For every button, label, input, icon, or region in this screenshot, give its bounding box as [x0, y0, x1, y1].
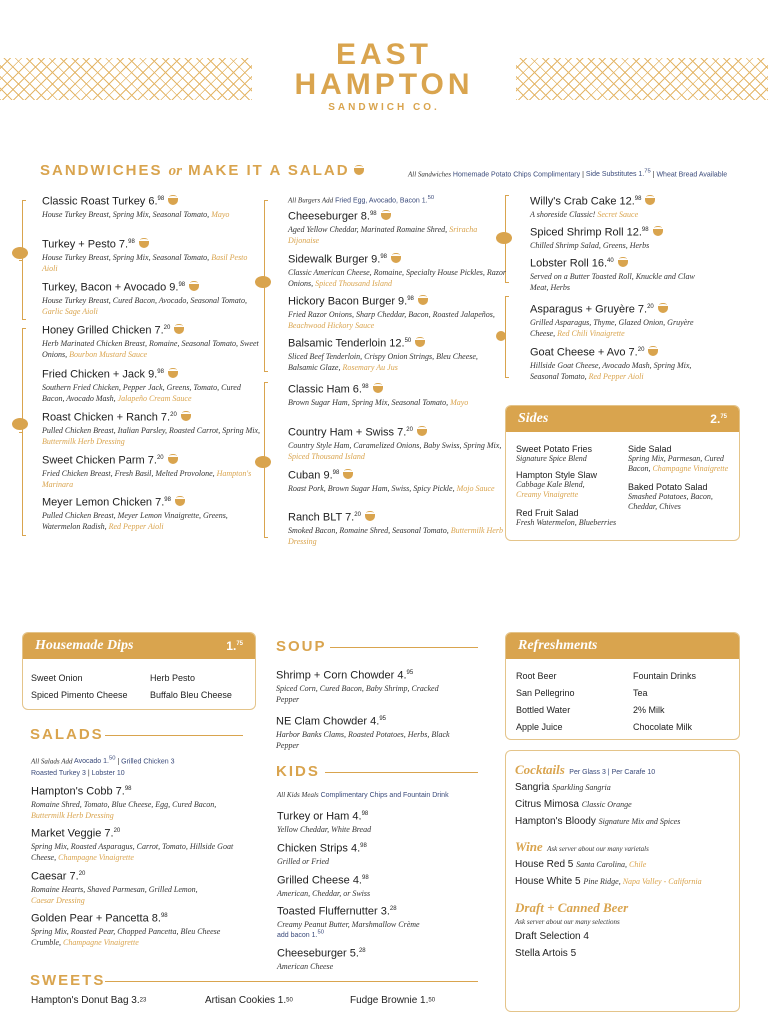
menu-item-chicken-strips [277, 840, 497, 867]
dip-item: Herb Pesto [150, 673, 196, 683]
menu-item-fried-chicken-jack [42, 366, 262, 404]
text: Fried Chicken + Jack 9. [42, 368, 158, 381]
text: Roasted Turkey 3 [31, 770, 86, 778]
text: Asparagus + Gruyère 7. [530, 303, 648, 316]
text: Ask server about our many selections [515, 918, 620, 926]
text: Hampton Style Slaw [516, 470, 598, 480]
text: Balsamic Tenderloin 12. [288, 337, 405, 350]
sweet-item [350, 995, 435, 1006]
text: Turkey or Ham 4. [277, 810, 362, 823]
drink-item: Chocolate Milk [633, 722, 693, 732]
dips-header [23, 633, 255, 659]
sandwiches-heading [40, 162, 364, 180]
menu-item-meyer-lemon-chicken [42, 494, 262, 532]
text: Santa Carolina, [576, 860, 629, 869]
bowl-icon [653, 229, 663, 236]
text: Chile [628, 860, 647, 869]
text: Hampton's Donut Bag 3. [31, 995, 140, 1006]
dips-box [22, 632, 256, 710]
note-text: All Sandwiches [408, 170, 451, 179]
text: 20 [78, 871, 86, 877]
text: Fried Razor Onions, Sharp Cheddar, Bacon, Roasted Jalapeños, [288, 309, 495, 319]
wine-heading [515, 838, 730, 856]
text: Spiced Thousand Island [288, 451, 365, 461]
text: Classic Ham 6. [288, 383, 362, 396]
heading-part: SANDWICHES [40, 162, 169, 179]
text: Roast Chicken + Ranch 7. [42, 411, 171, 424]
bowl-icon [343, 472, 353, 479]
text: 98 [641, 227, 649, 233]
text: Fudge Brownie 1. [350, 995, 429, 1006]
text: Spring Mix, Parmesan, Cured Bacon, [628, 454, 724, 473]
menu-item-sidewalk-burger [288, 251, 508, 289]
bowl-icon [365, 514, 375, 521]
text: 50 [286, 997, 293, 1004]
text: 23 [139, 997, 147, 1004]
bracket [22, 328, 26, 536]
sides-box [505, 405, 740, 541]
salads-heading: SALADS [30, 726, 104, 743]
text: Ask server about our many varietals [547, 845, 649, 853]
text: Pulled Chicken Breast, Italian Parsley, Roasted Carrot, Spring Mix, [42, 425, 261, 435]
salads-note: All Salads Add Avocado 1.50 | Grilled Chicken 3 Roasted Turkey 3 | Lobster 10 [31, 756, 175, 778]
text: Buttermilk Herb Dressing [31, 810, 114, 820]
text: Secret Sauce [597, 209, 639, 219]
text: 50 [108, 756, 116, 762]
menu-item-willys-crab-cake [530, 193, 750, 220]
drink-item: Fountain Drinks [633, 671, 697, 681]
text: 98 [361, 384, 369, 390]
drink-item: Bottled Water [516, 705, 571, 715]
text: Mayo [450, 397, 469, 407]
text: Yellow Cheddar, White Bread [277, 824, 372, 834]
text: American, Cheddar, or Swiss [277, 888, 371, 898]
dip-item: Sweet Onion [31, 673, 83, 683]
bowl-icon [618, 260, 628, 267]
menu-item-kids-cheeseburger [277, 945, 497, 972]
text: 98 [634, 196, 642, 202]
text: Spiced Corn, Cured Bacon, Baby Shrimp, Cracked Pepper [276, 683, 439, 704]
text: Grilled Cheese 4. [277, 874, 362, 887]
text: Sparkling Sangria [552, 783, 611, 792]
bowl-icon [417, 429, 427, 436]
text: Basil Pesto Aioli [42, 252, 248, 273]
text: Mayo [211, 209, 230, 219]
text: Hampton's Cobb 7. [31, 785, 125, 798]
text: Buttermilk Herb Dressing [42, 436, 125, 446]
text: Chilled Shrimp Salad, Greens, Herbs [530, 240, 650, 250]
text: Red Pepper Aioli [108, 521, 164, 531]
heading-part: MAKE IT A SALAD [182, 162, 350, 179]
text: Classic Orange [581, 800, 632, 809]
text: Sides [518, 411, 549, 426]
menu-item-asparagus-gruyere [530, 301, 705, 339]
text: Fried Chicken Breast, Fresh Basil, Melted Provolone, [42, 468, 217, 478]
side-item [628, 482, 738, 512]
text: Beachwood Hickory Sauce [288, 320, 375, 330]
sandwich-note: All Sandwiches Homemade Potato Chips Complimentary | Side Substitutes 1.75 | Wheat Bread Available [408, 169, 728, 179]
text: Sangria [515, 782, 550, 793]
menu-item-hickory-bacon-burger [288, 293, 508, 331]
text: Red Pepper Aioli [588, 371, 644, 381]
text: All Burgers Add [288, 196, 334, 205]
text: Lobster Roll 16. [530, 257, 608, 270]
beer-heading: Draft + Canned Beer [515, 900, 629, 915]
drink-item: San Pellegrino [516, 688, 575, 698]
wine-item [515, 856, 730, 873]
text: Country Style Ham, Caramelized Onions, Baby Swiss, Spring Mix, [288, 440, 502, 450]
text: 28 [389, 906, 397, 912]
sides-header [506, 406, 739, 432]
text: Signature Spice Blend [516, 454, 587, 463]
text: Toasted Fluffernutter 3. [277, 905, 390, 918]
bowl-icon [168, 198, 178, 205]
text: American Cheese [277, 961, 334, 971]
note-text: Side Substitutes 1. [585, 171, 645, 179]
text: Herb Marinated Chicken Breast, Romaine, Seasonal Tomato, Sweet Onions, [42, 338, 259, 359]
text: Signature Mix and Spices [598, 817, 681, 826]
text: House Turkey Breast, Spring Mix, Seasonal Tomato, [42, 252, 212, 262]
bowl-icon [139, 241, 149, 248]
menu-item-classic-roast-turkey [42, 193, 262, 220]
text: Pine Ridge, [583, 877, 623, 886]
bowl-icon [189, 284, 199, 291]
text: All Kids Meals [277, 791, 319, 799]
bowl-icon [354, 168, 364, 175]
text: 50 [317, 929, 324, 936]
text: Mojo Sauce [456, 483, 495, 493]
menu-item-grilled-cheese [277, 872, 497, 899]
text: Goat Cheese + Avo 7. [530, 346, 638, 359]
text: Romaine Hearts, Shaved Parmesan, Grilled Lemon, [31, 884, 198, 894]
text: Grilled Asparagus, Thyme, Glazed Onion, Gruyère Cheese, [530, 317, 694, 338]
text: Cabbage Kale Blend, [516, 480, 585, 489]
text: Caesar Dressing [31, 895, 85, 905]
text: Champagne Vinaigrette [652, 464, 729, 473]
text: 20 [170, 412, 177, 418]
text: Buttermilk Herb Dressing [288, 525, 503, 546]
text: Champagne Vinaigrette [58, 852, 134, 862]
text: 75 [236, 641, 243, 647]
menu-item-roast-chicken-ranch [42, 409, 262, 447]
text: A shoreside Classic! [530, 209, 598, 219]
divider [330, 647, 478, 648]
text: House Turkey Breast, Spring Mix, Seasonal Tomato, [42, 209, 212, 219]
text: 98 [178, 282, 186, 288]
text: Garlic Sage Aioli [42, 306, 98, 316]
text: Aged Yellow Cheddar, Marinated Romaine Shred, [288, 224, 450, 234]
text: Spiced Thousand Island [315, 278, 393, 288]
text: Champagne Vinaigrette [63, 937, 139, 947]
text: 20 [156, 455, 164, 461]
bowl-icon [373, 386, 383, 393]
text: Creamy Vinaigrette [516, 490, 579, 499]
wine-item [515, 873, 730, 890]
text: 98 [362, 875, 369, 881]
text: Ranch BLT 7. [288, 511, 355, 524]
text: Artisan Cookies 1. [205, 995, 287, 1006]
text: 98 [160, 913, 168, 919]
text: 98 [124, 786, 132, 792]
text: Spiced Shrimp Roll 12. [530, 226, 642, 239]
text: House Red 5 [515, 859, 574, 870]
text: 98 [157, 369, 164, 375]
bowl-icon [168, 371, 178, 378]
menu-item-balsamic-tenderloin [288, 335, 508, 373]
menu-item-spiced-shrimp-roll [530, 224, 750, 251]
heading-or: or [168, 163, 183, 179]
text: Smashed Potatoes, Bacon, Cheddar, Chives [628, 492, 713, 511]
text: Sliced Beef Tenderloin, Crispy Onion Strings, Bleu Cheese, Balsamic Glaze, [288, 351, 478, 372]
text: Rosemary Au Jus [342, 362, 398, 372]
cocktail-item [515, 796, 730, 813]
text: Chicken Strips 4. [277, 842, 361, 855]
text: add bacon 1. [277, 931, 318, 939]
text: 50 [428, 997, 436, 1004]
bracket [22, 200, 26, 320]
text: Per Glass 3 | Per Carafe 10 [569, 769, 656, 776]
text: Brown Sugar Ham, Spring Mix, Seasonal Tomato, [288, 397, 451, 407]
text: Creamy Peanut Butter, Marshmallow Crème [277, 919, 420, 929]
menu-item-turkey-bacon-avocado [42, 279, 262, 317]
dip-item: Buffalo Bleu Cheese [150, 690, 232, 700]
text: Wine [515, 839, 543, 854]
text: 98 [380, 254, 388, 260]
text: Classic American Cheese, Romaine, Specialty House Pickles, Razor Onions, [288, 267, 507, 288]
text: Willy's Crab Cake 12. [530, 195, 635, 208]
text: Red Chili Vinaigrette [557, 328, 625, 338]
text: 98 [157, 196, 165, 202]
text: Sriracha Dijonaise [288, 224, 478, 245]
bowl-icon [658, 306, 668, 313]
note-text: Homemade Potato Chips Complimentary [452, 171, 581, 179]
side-item [516, 444, 626, 464]
beer-item: Stella Artois 5 [515, 948, 577, 959]
cocktail-item [515, 813, 730, 830]
bowl-icon [181, 414, 191, 421]
kids-note [277, 791, 449, 799]
text: Hickory Bacon Burger 9. [288, 295, 408, 308]
text: Honey Grilled Chicken 7. [42, 324, 164, 337]
text: Avocado 1. [74, 758, 109, 766]
text: Baked Potato Salad [628, 482, 708, 492]
sweet-item [205, 995, 293, 1006]
note-sup: 75 [644, 169, 651, 175]
cocktail-item [515, 779, 730, 796]
text: Turkey + Pesto 7. [42, 238, 129, 251]
menu-item-turkey-or-ham [277, 808, 497, 835]
text: House Turkey Breast, Cured Bacon, Avocado, Seasonal Tomato, [42, 295, 247, 305]
menu-item-cheeseburger [288, 208, 508, 246]
side-item [516, 470, 626, 500]
text: Complimentary Chips and Fountain Drink [320, 792, 449, 799]
text: Harbor Banks Clams, Roasted Potatoes, Herbs, Black Pepper [276, 729, 450, 750]
menu-item-lobster-roll [530, 255, 705, 293]
text: Meyer Lemon Chicken 7. [42, 496, 165, 509]
text: Golden Pear + Pancetta 8. [31, 912, 161, 925]
dip-item: Spiced Pimento Cheese [31, 690, 128, 700]
text: Spring Mix, Roasted Pear, Chopped Pancetta, Bleu Cheese Crumble, [31, 926, 221, 947]
divider [325, 772, 478, 773]
drink-item: Root Beer [516, 671, 557, 681]
text: Hillside Goat Cheese, Avocado Mash, Spring Mix, Seasonal Tomato, [530, 360, 692, 381]
text: NE Clam Chowder 4. [276, 715, 380, 728]
menu-item-goat-cheese-avo [530, 344, 715, 382]
menu-item-classic-ham [288, 381, 508, 408]
text: Napa Valley - California [622, 877, 702, 886]
text: Spring Mix, Roasted Asparagus, Carrot, Tomato, Hillside Goat Cheese, [31, 841, 234, 862]
text: 1. [226, 639, 237, 653]
text: 98 [369, 211, 377, 217]
beer-note [515, 918, 730, 926]
text: Roast Pork, Brown Sugar Ham, Swiss, Spicy Pickle, [288, 483, 457, 493]
divider [105, 981, 478, 982]
menu-item-honey-grilled-chicken [42, 322, 262, 360]
text: Jalapeño Cream Sauce [117, 393, 192, 403]
bowl-icon [391, 256, 401, 263]
text: Citrus Mimosa [515, 799, 579, 810]
text: Cocktails [515, 762, 565, 777]
bowl-icon [174, 327, 184, 334]
menu-item-caesar [31, 868, 251, 906]
brand-hampton: HAMPTON [294, 68, 474, 101]
refreshments-box [505, 632, 740, 740]
text: 2. [710, 412, 721, 426]
menu-item-shrimp-corn-chowder [276, 667, 456, 705]
chicken-icon [12, 418, 28, 430]
text: 20 [637, 347, 645, 353]
text: 20 [406, 427, 413, 433]
menu-item-turkey-pesto [42, 236, 262, 274]
text: 20 [113, 828, 121, 834]
text: 20 [647, 304, 654, 310]
text: Cuban 9. [288, 469, 333, 482]
menu-item-country-ham-swiss [288, 424, 508, 462]
bowl-icon [381, 213, 391, 220]
text: 98 [407, 296, 414, 302]
brand-subtitle: SANDWICH CO. [328, 102, 440, 113]
text: Sweet Chicken Parm 7. [42, 454, 157, 467]
divider [105, 735, 243, 736]
text: Pulled Chicken Breast, Meyer Lemon Vinaigrette, Greens, Watermelon Radish, [42, 510, 228, 531]
brand-east: EAST [335, 38, 432, 71]
text: Hampton's Marinara [42, 468, 252, 489]
text: Housemade Dips [35, 638, 134, 653]
kids-addon [277, 930, 497, 939]
text: Grilled or Fried [277, 856, 329, 866]
menu-item-hamptons-cobb [31, 783, 251, 821]
text: Sidewalk Burger 9. [288, 253, 381, 266]
bowl-icon [175, 499, 185, 506]
text: Shrimp + Corn Chowder 4. [276, 669, 407, 682]
drink-item: Tea [633, 688, 648, 698]
text: Cheeseburger 5. [277, 947, 359, 960]
text: Bourbon Mustard Sauce [69, 349, 148, 359]
text: 95 [379, 716, 387, 722]
beer-item: Draft Selection 4 [515, 931, 589, 942]
turkey-icon [12, 247, 28, 259]
text: Romaine Shred, Tomato, Blue Cheese, Egg, Cured Bacon, [31, 799, 217, 809]
cocktails-heading [515, 761, 730, 779]
text: 98 [360, 843, 367, 849]
text: Classic Roast Turkey 6. [42, 195, 158, 208]
text: Hampton's Bloody [515, 816, 596, 827]
text: Fried Egg, Avocado, Bacon 1. [335, 197, 428, 205]
text: House White 5 [515, 876, 581, 887]
text: Cheeseburger 8. [288, 210, 370, 223]
menu-item-sweet-chicken-parm [42, 452, 262, 490]
drink-item: 2% Milk [633, 705, 665, 715]
text: Side Salad [628, 444, 672, 454]
menu-item-toasted-fluffernutter [277, 903, 497, 939]
text: 98 [332, 470, 340, 476]
bar-box [505, 750, 740, 1012]
side-item [516, 508, 626, 528]
text: 28 [358, 948, 366, 954]
text: Turkey, Bacon + Avocado 9. [42, 281, 179, 294]
text: All Salads Add [31, 757, 73, 766]
drink-item: Apple Juice [516, 722, 563, 732]
text: 98 [361, 811, 369, 817]
text: 20 [163, 325, 171, 331]
sweet-item [31, 995, 146, 1006]
text: 98 [128, 239, 135, 245]
text: Country Ham + Swiss 7. [288, 426, 407, 439]
sweets-heading: SWEETS [30, 972, 106, 989]
text: Lobster 10 [91, 770, 125, 778]
note-text: Wheat Bread Available [656, 171, 728, 179]
text: 50 [404, 338, 412, 344]
menu-item-ranch-blt [288, 509, 508, 547]
soup-heading: SOUP [276, 638, 327, 655]
burger-note [288, 195, 434, 204]
text: Sweet Potato Fries [516, 444, 593, 454]
bowl-icon [168, 457, 178, 464]
text: Fresh Watermelon, Blueberries [516, 518, 617, 527]
text: Smoked Bacon, Romaine Shred, Seasonal Tomato, [288, 525, 451, 535]
text: 98 [164, 497, 171, 503]
bowl-icon [645, 198, 655, 205]
menu-item-golden-pear-pancetta [31, 910, 251, 948]
text: Grilled Chicken 3 [121, 758, 175, 766]
bowl-icon [648, 349, 658, 356]
refreshments-header: Refreshments [506, 633, 739, 659]
text: Caesar 7. [31, 870, 79, 883]
text: 40 [607, 258, 614, 264]
text: Southern Fried Chicken, Pepper Jack, Greens, Tomato, Cured Bacon, Avocado Mash, [42, 382, 241, 403]
text: 20 [354, 512, 361, 518]
text: 95 [406, 670, 414, 676]
text: Served on a Butter Toasted Roll, Knuckle and Claw Meat, Herbs [530, 271, 695, 292]
text: Market Veggie 7. [31, 827, 114, 840]
bowl-icon [418, 298, 428, 305]
menu-item-ne-clam-chowder [276, 713, 456, 751]
kids-heading: KIDS [276, 763, 320, 780]
text: Red Fruit Salad [516, 508, 579, 518]
side-item [628, 444, 738, 474]
text: 50 [427, 195, 435, 201]
text: 75 [720, 414, 727, 420]
bowl-icon [415, 340, 425, 347]
menu-item-market-veggie [31, 825, 251, 863]
menu-item-cuban [288, 467, 508, 494]
